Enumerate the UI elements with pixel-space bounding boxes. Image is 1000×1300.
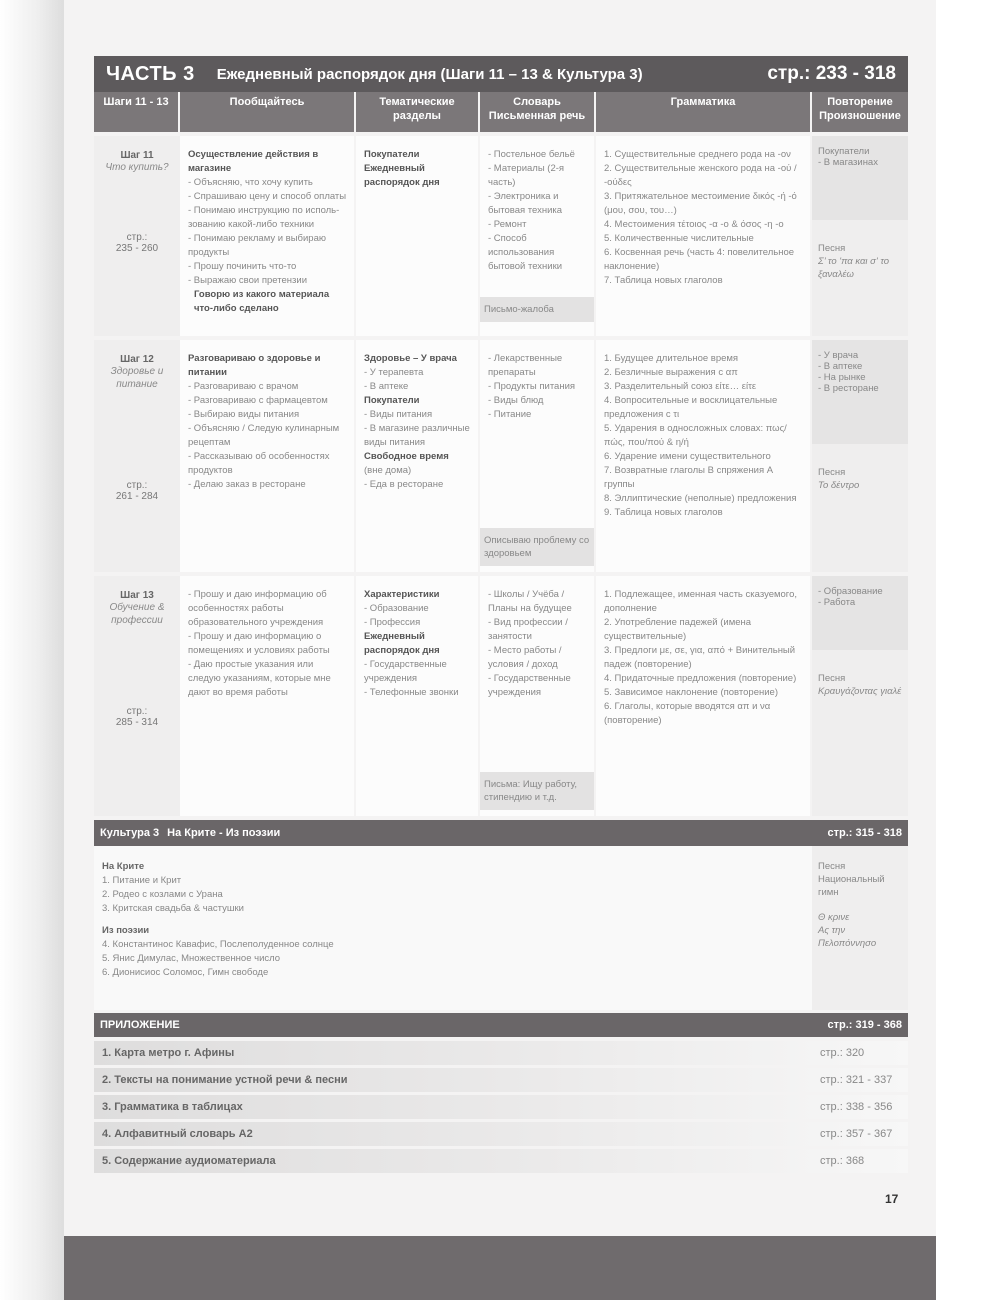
- step-subtitle: Здоровье и питание: [110, 366, 164, 390]
- review-item: Покупатели: [818, 146, 870, 157]
- grammar-item: 1. Подлежащее, именная часть сказуемого, дополнение: [604, 589, 797, 614]
- communicate-item: - Прошу и даю информацию об особенностях работы образовательного учреждения: [188, 589, 327, 628]
- communicate-cell: [180, 576, 356, 816]
- thematic-cell: [356, 576, 480, 816]
- page-number: 17: [885, 1192, 899, 1206]
- step-cell: [94, 340, 180, 572]
- appendix-item-label: 2. Тексты на понимание устной речи & песни: [102, 1074, 348, 1086]
- culture-header: [94, 820, 908, 846]
- vocab-item: - Постельное бельё: [488, 149, 575, 160]
- thematic-title: Свободное время: [364, 451, 449, 462]
- grammar-item: 1. Будущее длительное время: [604, 353, 739, 364]
- writing-task: Описываю проблему со здоровьем: [480, 528, 594, 566]
- review-song-title: Σ’ το 'πα και σ' το ξαναλέω: [818, 256, 890, 280]
- review-song-label: Песня: [818, 673, 846, 684]
- culture-title: На Крите - Из поэзии: [167, 827, 281, 839]
- communicate-cell: [180, 136, 356, 336]
- thematic-title: Характеристики: [364, 589, 440, 600]
- step-row-11: [94, 136, 908, 336]
- communicate-item: - Рассказываю об особенностях продуктов: [188, 451, 330, 476]
- review-item: - В магазинах: [818, 157, 878, 168]
- vocab-item: - Вид профессии / занятости: [488, 617, 568, 642]
- thematic-item: - Телефонные звонки: [364, 687, 459, 698]
- grammar-item: 7. Таблица новых глаголов: [604, 275, 723, 286]
- review-song-label: Песня: [818, 467, 846, 478]
- scan-edge-right: [936, 0, 1000, 1300]
- review-item: - В ресторане: [818, 383, 879, 394]
- communicate-item: - Выражаю свои претензии: [188, 275, 307, 286]
- step-cell: [94, 576, 180, 816]
- thematic-item: - В магазине различные виды питания: [364, 423, 470, 448]
- step-cell: [94, 136, 180, 336]
- vocab-item: - Лекарственные препараты: [488, 353, 563, 378]
- culture-contents: [94, 846, 812, 1010]
- step-pages-label: стр.:: [126, 480, 148, 491]
- footer-band: [64, 1236, 936, 1300]
- col-header-grammar: Грамматика: [596, 92, 812, 132]
- grammar-item: 4. Придаточные предложения (повторение): [604, 673, 797, 684]
- writing-task: Письма: Ищу работу, стипендию и т.д.: [480, 772, 594, 810]
- col-header-communicate: Пообщайтесь: [180, 92, 356, 132]
- col-header-thematic: Тематические разделы: [356, 92, 480, 132]
- culture-review-item: Национальный гимн: [818, 874, 885, 898]
- communicate-item: - Объясняю / Следую кулинарным рецептам: [188, 423, 340, 448]
- thematic-cell: [356, 136, 480, 336]
- step-subtitle: Что купить?: [105, 162, 169, 173]
- communicate-item: - Делаю заказ в ресторане: [188, 479, 306, 490]
- communicate-cell: [180, 340, 356, 572]
- review-song: [818, 242, 902, 281]
- grammar-item: 6. Косвенная речь (часть 4: повелительное наклонение): [604, 247, 795, 272]
- step-name: Шаг 12: [120, 354, 154, 365]
- culture-review-item: Θ κρινε: [818, 912, 850, 923]
- culture-item: 3. Критская свадьба & частушки: [102, 903, 244, 914]
- grammar-item: 7. Возвратные глаголы В спряжения Α группы: [604, 465, 773, 490]
- communicate-item: - Разговариваю с фармацевтом: [188, 395, 328, 406]
- thematic-title: Ежедневный распорядок дня: [364, 163, 440, 188]
- grammar-item: 3. Предлоги με, σε, για, από + Винительный падеж (повторение): [604, 645, 796, 670]
- thematic-item: - В аптеке: [364, 381, 409, 392]
- review-item: - У врача: [818, 350, 859, 361]
- culture-item: 5. Янис Димулас, Множественное число: [102, 953, 281, 964]
- grammar-cell: [596, 136, 812, 336]
- step-pages-label: стр.:: [126, 706, 148, 717]
- vocab-item: - Продукты питания: [488, 381, 576, 392]
- step-pages-range: 235 - 260: [115, 243, 159, 254]
- thematic-item: - Образование: [364, 603, 429, 614]
- step-row-12: [94, 340, 908, 572]
- review-song: [818, 672, 902, 698]
- appendix-item-label: 1. Карта метро г. Афины: [102, 1047, 235, 1059]
- grammar-item: 6. Глаголы, которые вводятся απ и να (повторение): [604, 701, 771, 726]
- culture-item: 6. Дионисиос Соломос, Гимн свободе: [102, 967, 269, 978]
- review-item: - Работа: [818, 597, 856, 608]
- appendix-pages: стр.: 319 - 368: [827, 1019, 902, 1031]
- communicate-item: - Прошу починить что-то: [188, 261, 297, 272]
- appendix-title: ПРИЛОЖЕНИЕ: [100, 1019, 180, 1031]
- vocabulary-cell: [480, 576, 596, 816]
- appendix-item-label: 4. Алфавитный словарь А2: [102, 1128, 253, 1140]
- thematic-cell: [356, 340, 480, 572]
- communicate-item: - Даю простые указания или следую указаниям, которые мне дают во время работы: [188, 659, 331, 698]
- communicate-item: - Объясняю, что хочу купить: [188, 177, 313, 188]
- culture-item: 4. Константинос Кавафис, Послеполуденное солнце: [102, 939, 334, 950]
- step-pages-range: 261 - 284: [115, 491, 159, 502]
- step-name: Шаг 11: [120, 150, 154, 161]
- vocab-item: - Способ использования бытовой техники: [488, 233, 563, 272]
- step-row-13: [94, 576, 908, 816]
- culture-review-item: Ας την Πελοπόννησο: [818, 925, 877, 949]
- appendix-item-pages: стр.: 368: [820, 1155, 865, 1167]
- review-topics: [812, 136, 908, 220]
- review-song-title: Κραυγάζοντας γιαλέ: [818, 686, 902, 697]
- culture-group-title: Из поэзии: [102, 925, 150, 936]
- vocabulary-cell: [480, 340, 596, 572]
- culture-review-item: Песня: [818, 861, 846, 872]
- vocab-item: - Школы / Учёба / Планы на будущее: [488, 589, 572, 614]
- thematic-item: - Виды питания: [364, 409, 433, 420]
- culture-review: [812, 846, 908, 1010]
- part-header: [94, 56, 908, 92]
- step-pages: [94, 480, 180, 502]
- grammar-item: 3. Разделительный союз είτε… είτε: [604, 381, 757, 392]
- review-topics: [812, 340, 908, 444]
- appendix-list: [94, 1041, 908, 1176]
- appendix-item-label: 3. Грамматика в таблицах: [102, 1101, 243, 1113]
- grammar-cell: [596, 576, 812, 816]
- col-header-steps: Шаги 11 - 13: [94, 92, 180, 132]
- appendix-item-pages: стр.: 357 - 367: [820, 1128, 893, 1140]
- thematic-item: - У терапевта: [364, 367, 424, 378]
- vocab-item: - Питание: [488, 409, 532, 420]
- review-cell: [812, 340, 908, 572]
- step-pages-label: стр.:: [126, 232, 148, 243]
- appendix-item-pages: стр.: 321 - 337: [820, 1074, 893, 1086]
- step-name: Шаг 13: [120, 590, 154, 601]
- review-cell: [812, 136, 908, 336]
- grammar-item: 8. Эллиптические (неполные) предложения: [604, 493, 797, 504]
- appendix-header: [94, 1013, 908, 1037]
- review-item: - В аптеке: [818, 361, 863, 372]
- grammar-item: 4. Вопросительные и восклицательные предложения с τι: [604, 395, 778, 420]
- thematic-title: Здоровье – У врача: [364, 353, 457, 364]
- review-topics: [812, 576, 908, 650]
- culture-label: Культура 3: [100, 827, 160, 839]
- grammar-item: 3. Притяжательное местоимение δικός -ή -ό (μου, σου, του…): [604, 191, 797, 216]
- review-cell: [812, 576, 908, 816]
- communicate-title: Осуществление действия в магазине: [188, 149, 319, 174]
- thematic-item: (вне дома): [364, 465, 412, 476]
- part-pages: стр.: 233 - 318: [767, 63, 896, 84]
- col-header-review: Повторение Произношение: [819, 96, 901, 122]
- communicate-item: - Прошу и даю информацию о помещениях и условиях работы: [188, 631, 330, 656]
- culture-item: 1. Питание и Крит: [102, 875, 182, 886]
- col-header-vocabulary: Словарь Письменная речь: [480, 92, 596, 132]
- thematic-item: - Профессия: [364, 617, 421, 628]
- step-pages: [94, 232, 180, 254]
- appendix-item: [94, 1095, 908, 1119]
- communicate-title: Разговариваю о здоровье и питании: [188, 353, 321, 378]
- thematic-item: - Государственные учреждения: [364, 659, 447, 684]
- thematic-item: - Еда в ресторане: [364, 479, 444, 490]
- grammar-item: 2. Существительные женского рода на -ού / -ούδες: [604, 163, 797, 188]
- step-pages: [94, 706, 180, 728]
- review-song-title: Το δέντρο: [818, 480, 860, 491]
- culture-body: [94, 846, 908, 1010]
- vocab-item: - Виды блюд: [488, 395, 544, 406]
- step-pages-range: 285 - 314: [115, 717, 159, 728]
- communicate-item: - Понимаю рекламу и выбираю продукты: [188, 233, 326, 258]
- vocab-item: - Государственные учреждения: [488, 673, 571, 698]
- part-title: Ежедневный распорядок дня (Шаги 11 – 13 & Культура 3): [216, 65, 643, 83]
- review-item: - На рынке: [818, 372, 866, 383]
- communicate-item: - Спрашиваю цену и способ оплаты: [188, 191, 347, 202]
- review-item: - Образование: [818, 586, 883, 597]
- vocab-item: - Ремонт: [488, 219, 527, 230]
- appendix-item: [94, 1068, 908, 1092]
- grammar-item: 6. Ударение имени существительного: [604, 451, 771, 462]
- communicate-extra: Говорю из какого материала что-либо сделано: [194, 289, 330, 314]
- thematic-title: Ежедневный распорядок дня: [364, 631, 440, 656]
- communicate-item: - Выбираю виды питания: [188, 409, 300, 420]
- vocab-item: - Место работы / условия / доход: [488, 645, 562, 670]
- appendix-item: [94, 1122, 908, 1146]
- thematic-title: Покупатели: [364, 395, 420, 406]
- culture-pages: стр.: 315 - 318: [827, 827, 902, 839]
- step-subtitle: Обучение & профессии: [109, 602, 165, 626]
- appendix-item-pages: стр.: 320: [820, 1047, 865, 1059]
- table-column-headers: [94, 92, 908, 132]
- vocab-item: - Материалы (2-я часть): [488, 163, 565, 188]
- grammar-item: 2. Употребление падежей (имена существительные): [604, 617, 752, 642]
- grammar-item: 5. Зависимое наклонение (повторение): [604, 687, 778, 698]
- review-song: [818, 466, 902, 492]
- thematic-title: Покупатели: [364, 149, 420, 160]
- vocab-item: - Электроника и бытовая техника: [488, 191, 563, 216]
- review-song-label: Песня: [818, 243, 846, 254]
- communicate-item: - Разговариваю с врачом: [188, 381, 299, 392]
- appendix-item: [94, 1149, 908, 1173]
- grammar-cell: [596, 340, 812, 572]
- grammar-item: 1. Существительные среднего рода на -ον: [604, 149, 791, 160]
- appendix-item: [94, 1041, 908, 1065]
- culture-item: 2. Родео с козлами с Урана: [102, 889, 223, 900]
- grammar-item: 2. Безличные выражения с απ: [604, 367, 738, 378]
- communicate-item: - Понимаю инструкцию по исполь-зованию какой-либо техники: [188, 205, 340, 230]
- appendix-item-pages: стр.: 338 - 356: [820, 1101, 893, 1113]
- grammar-item: 5. Количественные числительные: [604, 233, 754, 244]
- grammar-item: 9. Таблица новых глаголов: [604, 507, 723, 518]
- grammar-item: 4. Местоимения τέτοιος -α -ο & όσος -η -ο: [604, 219, 784, 230]
- culture-group-title: На Крите: [102, 861, 145, 872]
- grammar-item: 5. Ударения в односложных словах: πως/πώς, που/πού & η/ή: [604, 423, 787, 448]
- vocabulary-cell: [480, 136, 596, 336]
- scan-edge-left: [0, 0, 64, 1300]
- writing-task: Письмо-жалоба: [480, 297, 594, 322]
- appendix-item-label: 5. Содержание аудиоматериала: [102, 1155, 276, 1167]
- part-label: ЧАСТЬ 3: [106, 62, 195, 85]
